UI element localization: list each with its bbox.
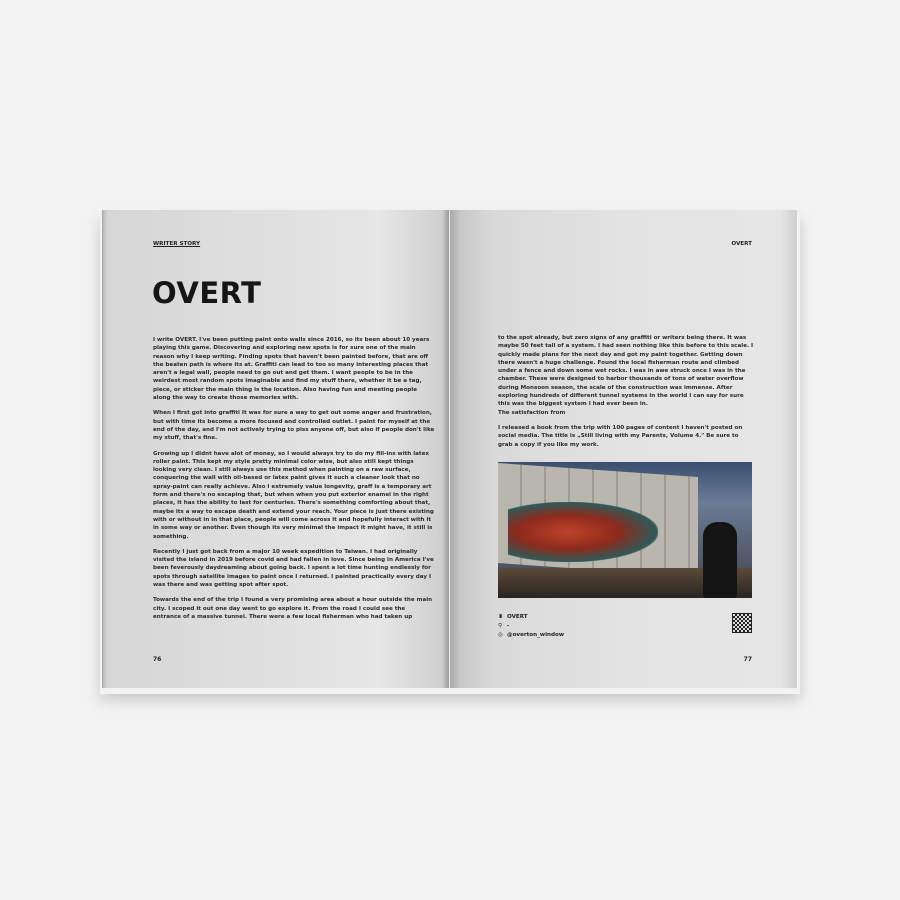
section-header: WRITER STORY xyxy=(153,241,201,247)
article-title: OVERT xyxy=(152,276,262,310)
paragraph: to the spot already, but zero signs of any graffiti or writers being there. It was maybe 50 feet tall of a system. I had seen nothing like this before to this scale. I quickly made plans for the next day and got my paint together. Getting down there wasn't a huge challenge. Found the local fisherman route and climbed under a fence and down some wet rocks. I was in awe struck once I was in the chamber. These were designed to harbor thousands of tons of water overflow during Monsoon season, the scale of the construction was immense. After exploring hundreds of different tunnel systems in the world I can say for sure this was the biggest system I had ever been in. The satisfaction from xyxy=(498,335,754,416)
photo-person xyxy=(703,522,737,598)
instagram-icon: ◎ xyxy=(498,632,503,638)
paragraph: I released a book from the trip with 100 pages of content I haven't posted on social media. The title is „Still living with my Parents, Volume 4." Be sure to grab a copy if you like my work. xyxy=(498,424,743,448)
paragraph: Growing up I didnt have alot of money, so I would always try to do my fill-ins with latex roller paint. This kept my style pretty minimal color wise, but also still kept things looking very clean. I still always use this method when painting on a raw surface, conquering the wall with oil-based or latex paint gives it such a cleaner look that no spray-paint can really achieve. Also I extremely value longevity, graff is a temporary art form and there's no escaping that, but when when you put exterior enamel in the right places, it has the ability to last for centuries. There's something comforting about that, maybe its a way to escape death and extend your reach. Your piece is just there existing with or without in in that place, people will come across it and hopefully interact with it in some way or another. Even though its very minimal the impact it might have, it still is something. xyxy=(153,450,434,540)
paragraph: Recently I just got back from a major 10 week expedition to Taiwan. I had originally visited the island in 2019 before covid and had fallen in love. Since being in America I've been feverously daydreaming about going back. I spent a lot time hunting endlessly for spots through satellite images to paint once I returned. I painted practically every day I was there and was getting spot after spot. xyxy=(153,548,434,589)
running-header: OVERT xyxy=(731,241,752,247)
credit-instagram: @overton_window xyxy=(507,632,565,638)
paragraph: I write OVERT. I've been putting paint onto walls since 2016, so its been about 10 years playing this game. Discovering and exploring new spots is for sure one of the main reason why I keep writing. Finding spots that haven't been painted before, that are off the beaten path is where its at. Graffiti can lead to too so many interesting places that aren't a legal wall, people need to go out and get them. I want people to be in the weirdest most random spots imaginable and find my stuff there, whether it be a tag, piece, or sticker the main thing is the location. Also having fun and meeting people along the way to create those memories with. xyxy=(153,337,430,402)
right-page xyxy=(450,210,797,688)
paragraph: Towards the end of the trip I found a very promising area about a hour outside the main city. I scoped it out one day went to go explore it. From the road I could see the entrance of a massive tunnel. There were a few local fisherman who had taken up xyxy=(153,597,433,620)
paragraph: When I first got into graffiti It was for sure a way to get out some anger and frustration, but with time its become a more focused and controlled outlet. I paint for myself at the end of the day, and I'm not actively trying to piss anyone off, but also if people don't like my stuff, that's fine. xyxy=(153,410,435,442)
credit-location: - xyxy=(507,623,510,629)
photo-graffiti-piece xyxy=(508,502,658,562)
article-body-left xyxy=(153,336,435,628)
spray-can-icon: ♜ xyxy=(498,614,504,620)
graffiti-photo xyxy=(498,462,752,598)
article-body-right xyxy=(498,334,754,456)
page-number: 77 xyxy=(743,656,752,663)
credit-name: OVERT xyxy=(507,614,528,620)
page-number: 76 xyxy=(153,656,162,663)
left-page xyxy=(102,210,449,688)
location-pin-icon: ⚲ xyxy=(498,623,503,629)
writer-credits xyxy=(498,613,564,640)
qr-code xyxy=(732,613,752,633)
